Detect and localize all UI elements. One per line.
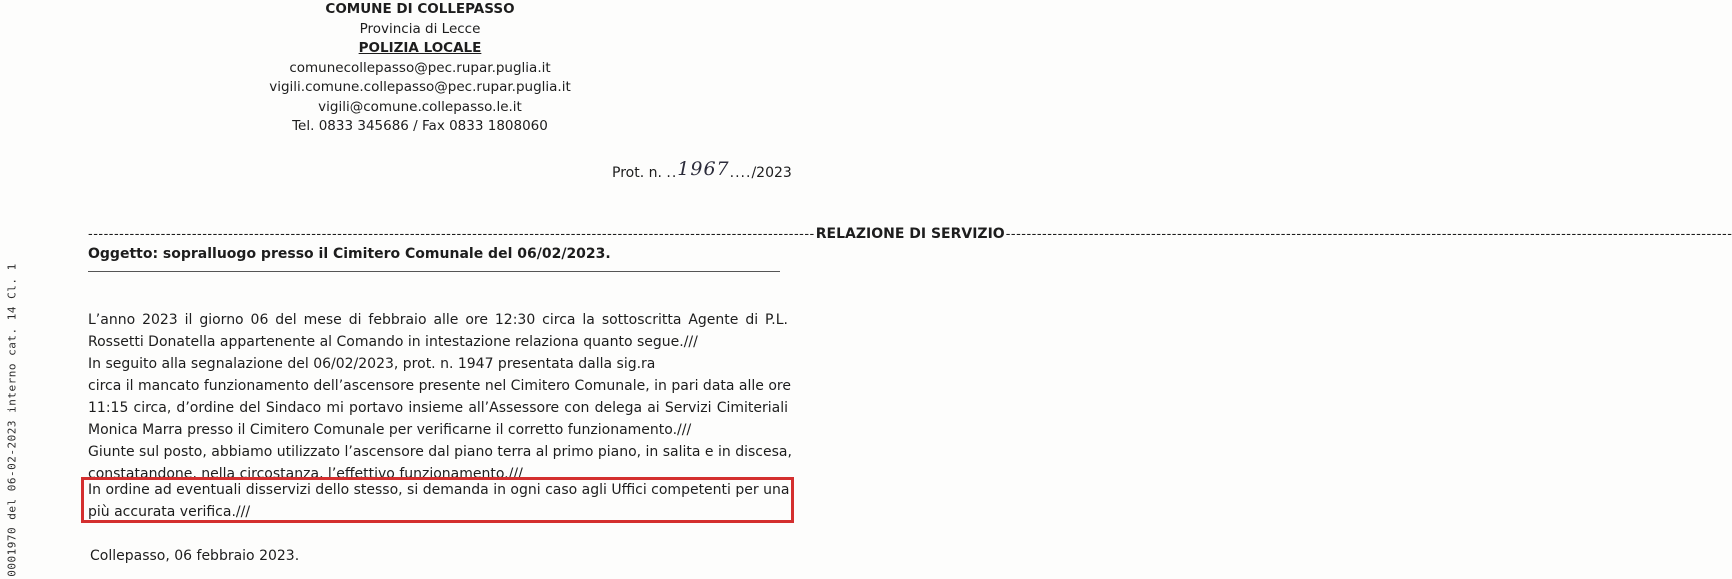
side-stamp-text: 0001970 del 06-02-2023 interno cat. 14 Cl. 1 xyxy=(5,263,19,577)
dash-divider-right: -------------------------------------------------------------------------------------------------------------------------------------------- xyxy=(1005,227,1732,242)
provincia: Provincia di Lecce xyxy=(359,20,481,37)
report-body xyxy=(88,309,792,485)
body-line: Giunte sul posto, abbiamo utilizzato l’ascensore dal piano terra al primo piano, in salita e in discesa, xyxy=(88,444,792,460)
comune-name: COMUNE DI COLLEPASSO xyxy=(325,1,515,17)
protocol-suffix: /2023 xyxy=(751,165,792,181)
report-title: RELAZIONE DI SERVIZIO xyxy=(815,226,1005,242)
red-highlight-box xyxy=(81,477,794,523)
body-line: 11:15 circa, d’ordine del Sindaco mi portavo insieme all’Assessore con delega ai Servizi Cimiteriali xyxy=(88,400,788,416)
polizia-locale: POLIZIA LOCALE xyxy=(358,40,482,56)
body-line: In seguito alla segnalazione del 06/02/2023, prot. n. 1947 presentata dalla sig.ra xyxy=(88,356,656,372)
protocol-prefix: Prot. n. xyxy=(612,165,667,181)
place-date: Collepasso, 06 febbraio 2023. xyxy=(90,548,300,564)
report-title-line xyxy=(88,226,1732,242)
dash-divider-left: -------------------------------------------------------------------------------------------------------------------------------------------- xyxy=(88,227,815,242)
tel-fax: Tel. 0833 345686 / Fax 0833 1808060 xyxy=(292,118,548,134)
protocol-side-stamp xyxy=(0,0,24,579)
email-vigili: vigili@comune.collepasso.le.it xyxy=(318,98,522,115)
highlighted-line: più accurata verifica./// xyxy=(88,504,251,520)
body-line: Monica Marra presso il Cimitero Comunale per verificarne il corretto funzionamento./// xyxy=(88,422,692,438)
subject-line: Oggetto: sopralluogo presso il Cimitero Comunale del 06/02/2023. xyxy=(88,246,780,272)
body-line: circa il mancato funzionamento dell’ascensore presente nel Cimitero Comunale, in pari data alle ore xyxy=(88,378,791,394)
email-pec: comunecollepasso@pec.rupar.puglia.it xyxy=(289,59,551,76)
letterhead xyxy=(240,0,600,137)
email-vigili-pec: vigili.comune.collepasso@pec.rupar.puglia.it xyxy=(269,79,571,95)
body-line: Rossetti Donatella appartenente al Comando in intestazione relaziona quanto segue./// xyxy=(88,334,698,350)
body-line: constatandone, nella circostanza, l’effettivo funzionamento./// xyxy=(88,466,523,482)
highlighted-line: In ordine ad eventuali disservizi dello stesso, si demanda in ogni caso agli Uffici competenti per una xyxy=(88,482,790,498)
body-line: L’anno 2023 il giorno 06 del mese di febbraio alle ore 12:30 circa la sottoscritta Agente di P.L. xyxy=(88,312,788,328)
protocol-handwritten-number: 1967 xyxy=(677,158,730,180)
protocol-number: Prot. n. ..1967..../2023 xyxy=(612,158,792,181)
